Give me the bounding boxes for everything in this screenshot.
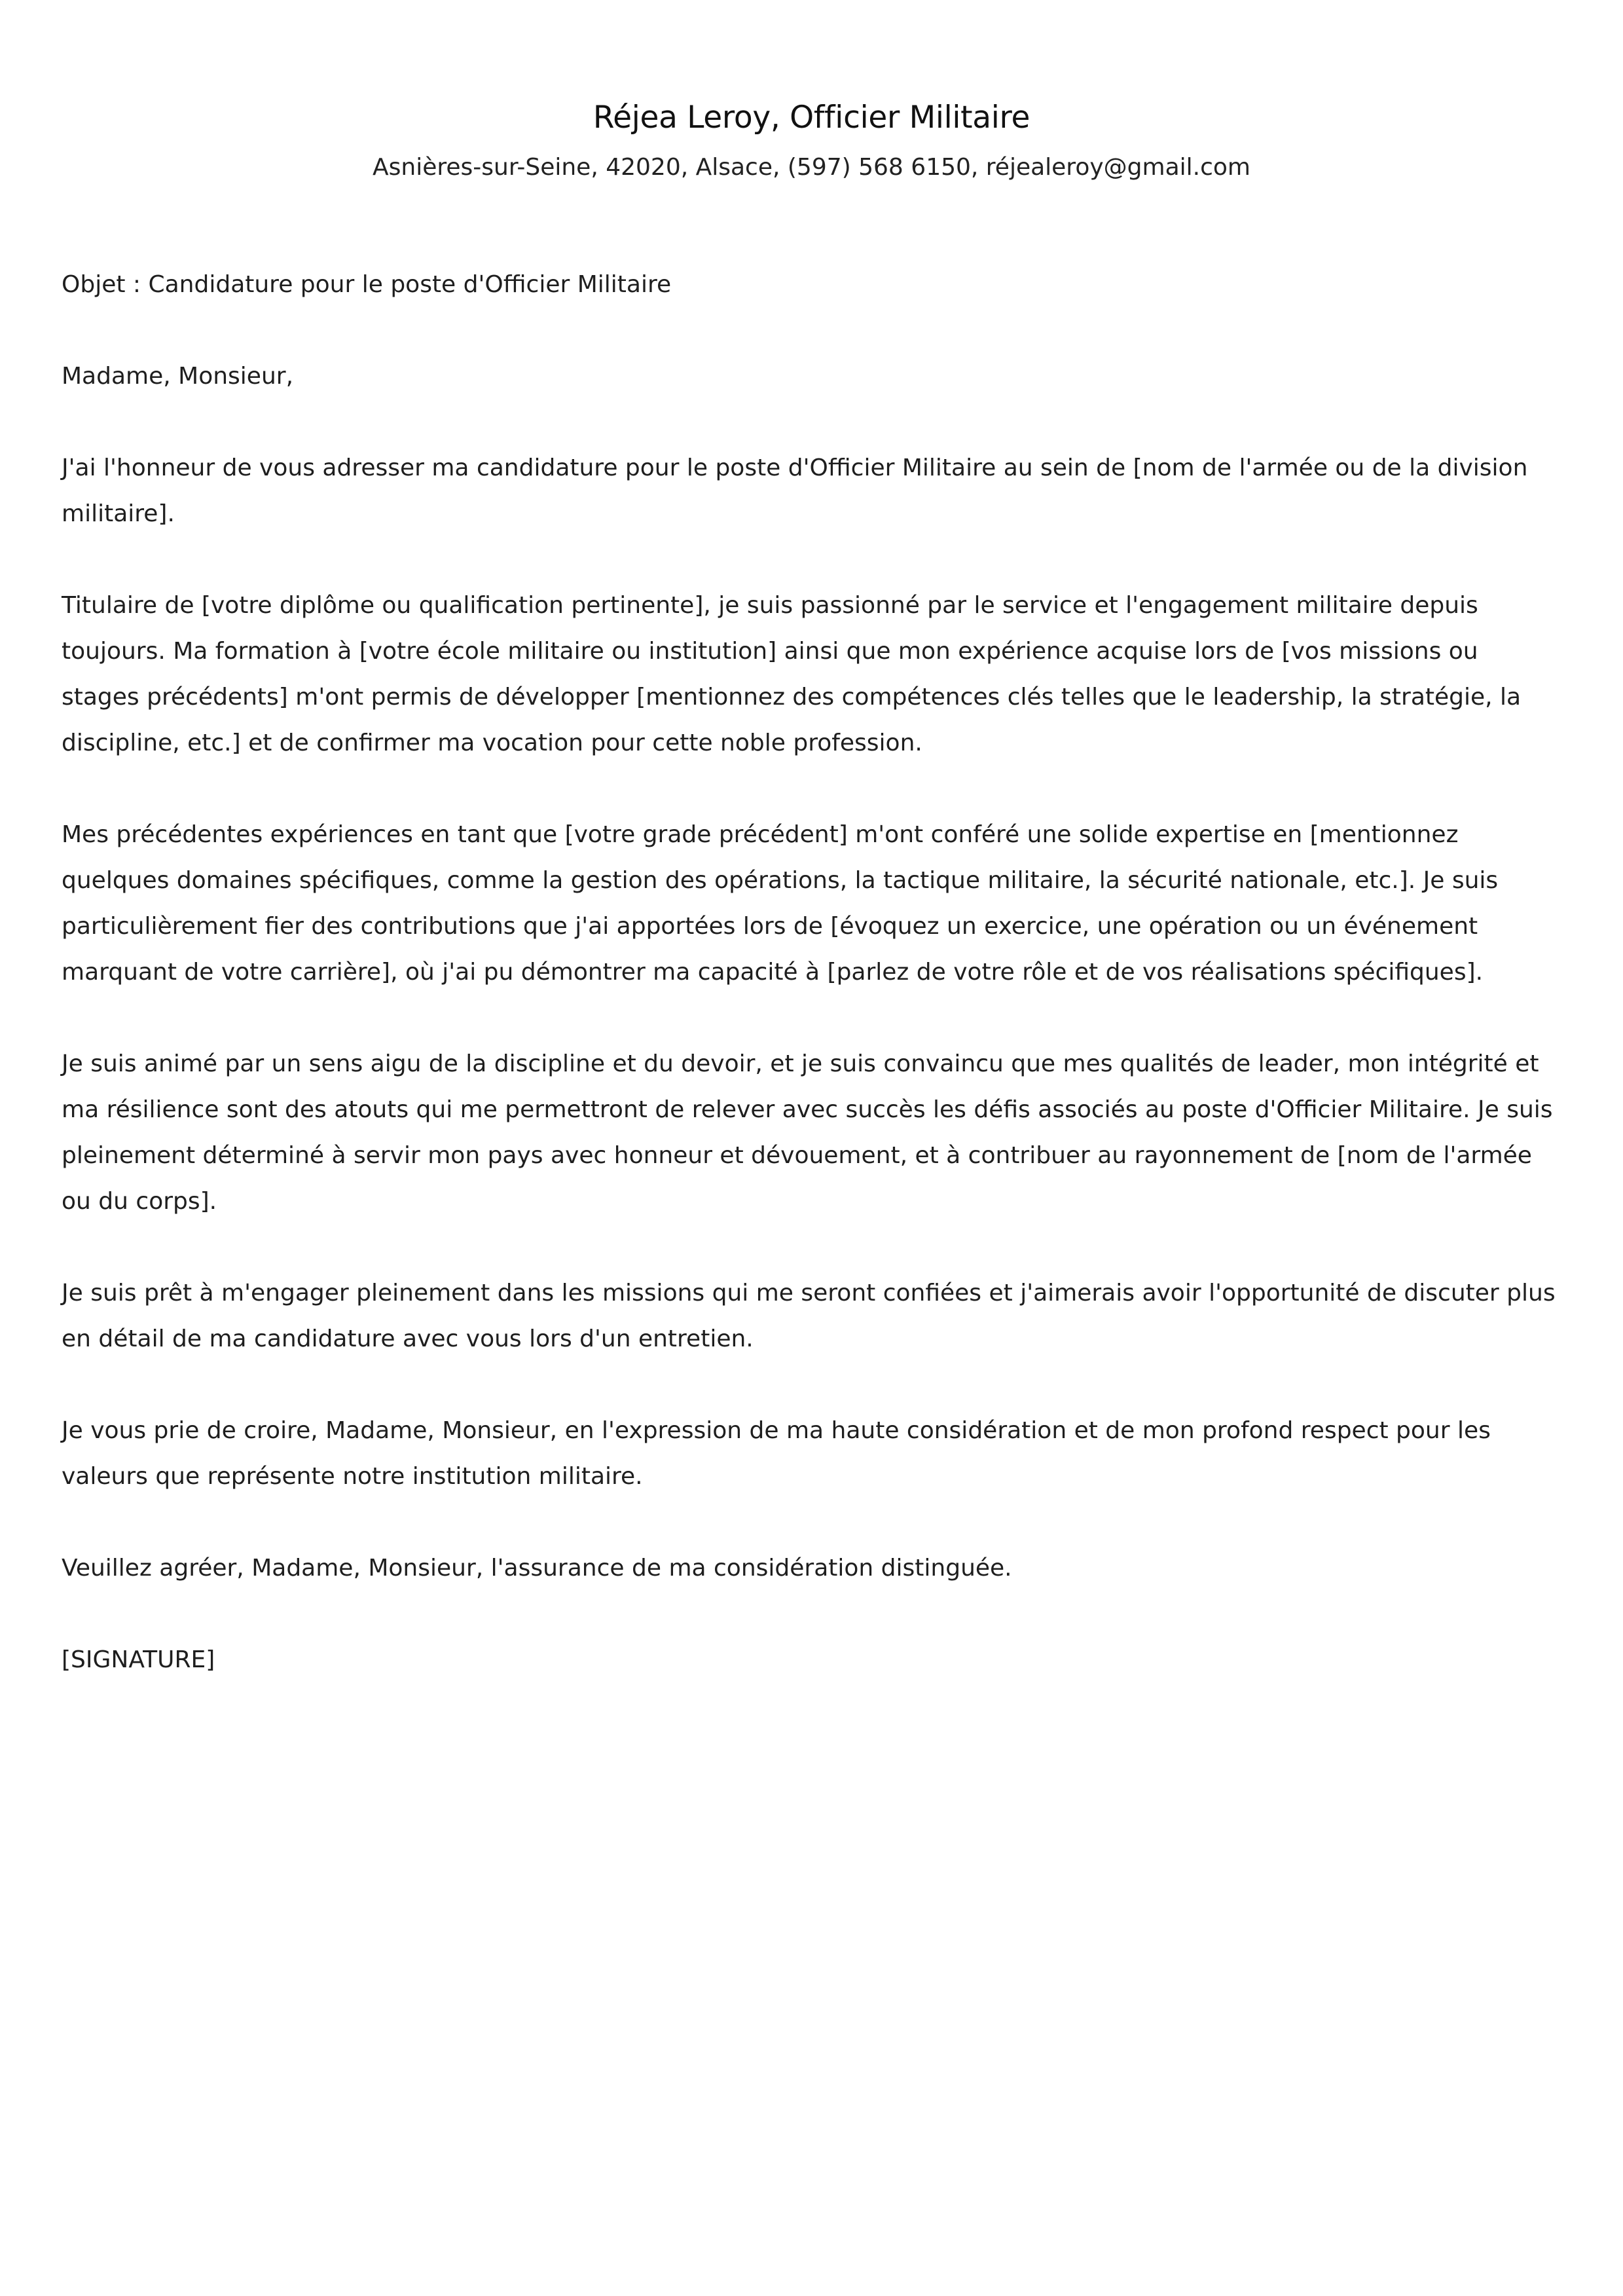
letter-paragraph: Mes précédentes expériences en tant que [votre grade précédent] m'ont conféré une solide expertise en [mentionnez quelques domaines spécifiques, comme la gestion des opérations, la tactique militaire, la sécurité nationale, etc.]. Je suis particulièrement fier des contributions que j'ai apportées lors de [évoquez un exercice, une opération ou un événement marquant de votre carrière], où j'ai pu démontrer ma capacité à [parlez de votre rôle et de vos réalisations spécifiques]. [62,821,1499,986]
letter-paragraph: Je suis animé par un sens aigu de la discipline et du devoir, et je suis convaincu que mes qualités de leader, mon intégrité et ma résilience sont des atouts qui me permettront de relever avec succès les défis associés au poste d'Officier Militaire. Je suis pleinement déterminé à servir mon pays avec honneur et dévouement, et à contribuer au rayonnement de [nom de l'armée ou du corps]. [62,1050,1553,1215]
letter-paragraph: J'ai l'honneur de vous adresser ma candidature pour le poste d'Officier Militaire au sein de [nom de l'armée ou de la division militaire]. [62,454,1528,527]
letter-salutation: Madame, Monsieur, [62,363,294,390]
letter-subject: Objet : Candidature pour le poste d'Officier Militaire [62,271,672,298]
letter-header [0,92,1623,187]
letter-closing: Veuillez agréer, Madame, Monsieur, l'assurance de ma considération distinguée. [62,1555,1012,1582]
letter-signature: [SIGNATURE] [62,1646,215,1673]
sender-name-title: Réjea Leroy, Officier Militaire [593,100,1030,136]
letter-paragraph: Titulaire de [votre diplôme ou qualification pertinente], je suis passionné par le service et l'engagement militaire depuis toujours. Ma formation à [votre école militaire ou institution] ainsi que mon expérience acquise lors de [vos missions ou stages précédents] m'ont permis de développer [mentionnez des compétences clés telles que le leadership, la stratégie, la discipline, etc.] et de confirmer ma vocation pour cette noble profession. [62,592,1522,756]
letter-body [62,262,1561,1729]
letter-paragraph: Je suis prêt à m'engager pleinement dans les missions qui me seront confiées et j'aimerais avoir l'opportunité de discuter plus en détail de ma candidature avec vous lors d'un entretien. [62,1280,1556,1352]
sender-contact-info: Asnières-sur-Seine, 42020, Alsace, (597) 568 6150, réjealeroy@gmail.com [373,154,1250,181]
letter-paragraph: Je vous prie de croire, Madame, Monsieur, en l'expression de ma haute considération et de mon profond respect pour les valeurs que représente notre institution militaire. [62,1417,1491,1490]
